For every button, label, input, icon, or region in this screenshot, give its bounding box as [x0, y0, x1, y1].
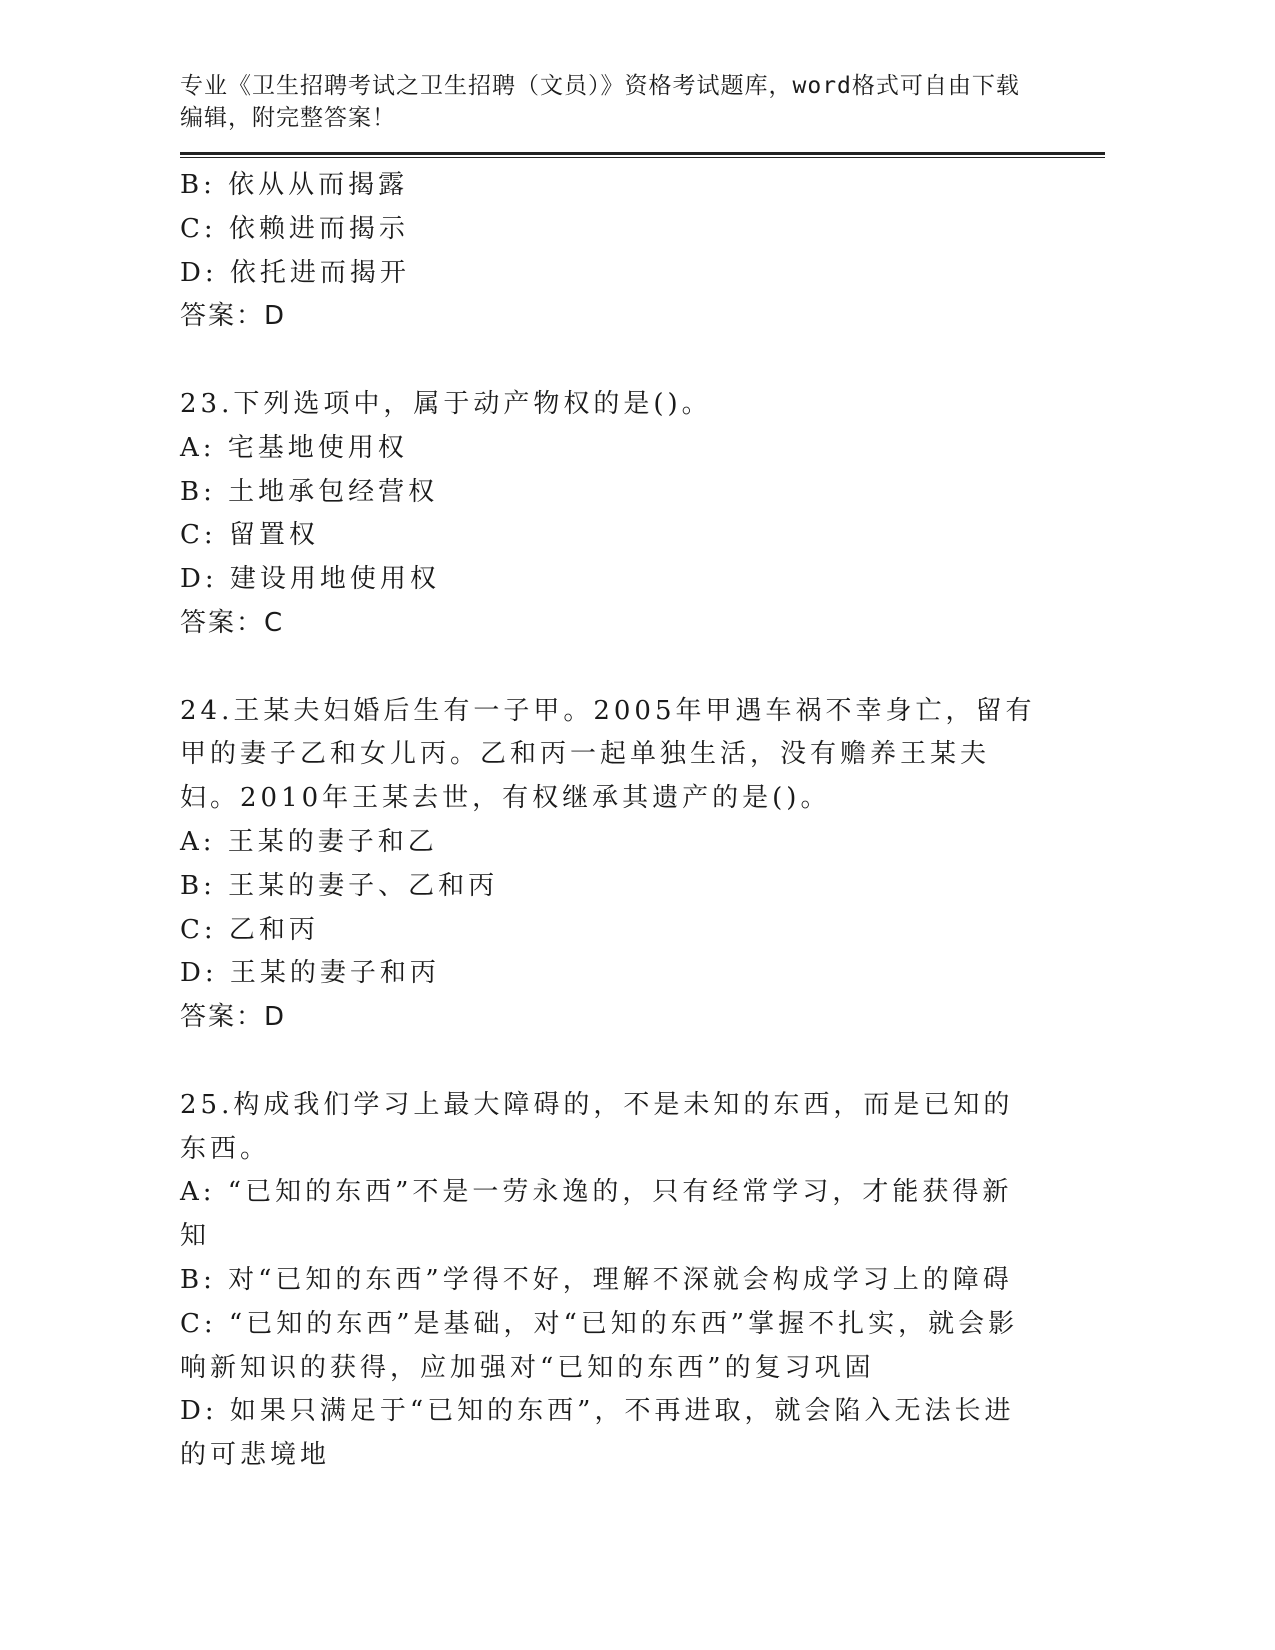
question-23 [180, 383, 1105, 646]
option-d: D: 建设用地使用权 [180, 564, 440, 595]
question-stem: 24.王某夫妇婚后生有一子甲。2005年甲遇车祸不幸身亡，留有甲的妻子乙和女儿丙。乙和丙一起单独生活，没有赡养王某夫妇。2010年王某去世，有权继承其遗产的是()。 [180, 695, 1036, 814]
answer-line: 答案：D [180, 1002, 287, 1033]
spacer [180, 646, 1105, 690]
question-list [180, 164, 1105, 1478]
option-d: D: 王某的妻子和丙 [180, 958, 440, 989]
question-stem: 23.下列选项中，属于动产物权的是()。 [180, 388, 712, 419]
option-b: B: 土地承包经营权 [180, 476, 439, 507]
document-page [180, 70, 1105, 1478]
question-25 [180, 1084, 1105, 1478]
option-d: D: 如果只满足于“已知的东西”，不再进取，就会陷入无法长进的可悲境地 [180, 1396, 1015, 1471]
option-c: C: 依赖进而揭示 [180, 213, 409, 244]
option-b: B: 对“已知的东西”学得不好，理解不深就会构成学习上的障碍 [180, 1264, 1013, 1295]
answer-line: 答案：D [180, 301, 287, 332]
document-header: 专业《卫生招聘考试之卫生招聘（文员）》资格考试题库，word格式可自由下载编辑，附完整答案！ [180, 73, 1020, 131]
spacer [180, 1040, 1105, 1084]
answer-line: 答案：C [180, 607, 285, 638]
question-24 [180, 690, 1105, 1040]
option-a: A: “已知的东西”不是一劳永逸的，只有经常学习，才能获得新知 [180, 1177, 1013, 1252]
previous-question [180, 164, 1105, 339]
option-a: A: 王某的妻子和乙 [180, 826, 438, 857]
option-d: D: 依托进而揭开 [180, 257, 410, 288]
header-divider [180, 152, 1105, 158]
option-b: B: 依从从而揭露 [180, 170, 409, 200]
option-a: A: 宅基地使用权 [180, 432, 408, 463]
question-stem: 25.构成我们学习上最大障碍的，不是未知的东西，而是已知的东西。 [180, 1089, 1014, 1164]
spacer [180, 339, 1105, 383]
option-b: B: 王某的妻子、乙和丙 [180, 870, 499, 901]
option-c: C: “已知的东西”是基础，对“已知的东西”掌握不扎实，就会影响新知识的获得，应加强对“已知的东西”的复习巩固 [180, 1308, 1019, 1383]
option-c: C: 留置权 [180, 520, 319, 551]
option-c: C: 乙和丙 [180, 914, 319, 945]
